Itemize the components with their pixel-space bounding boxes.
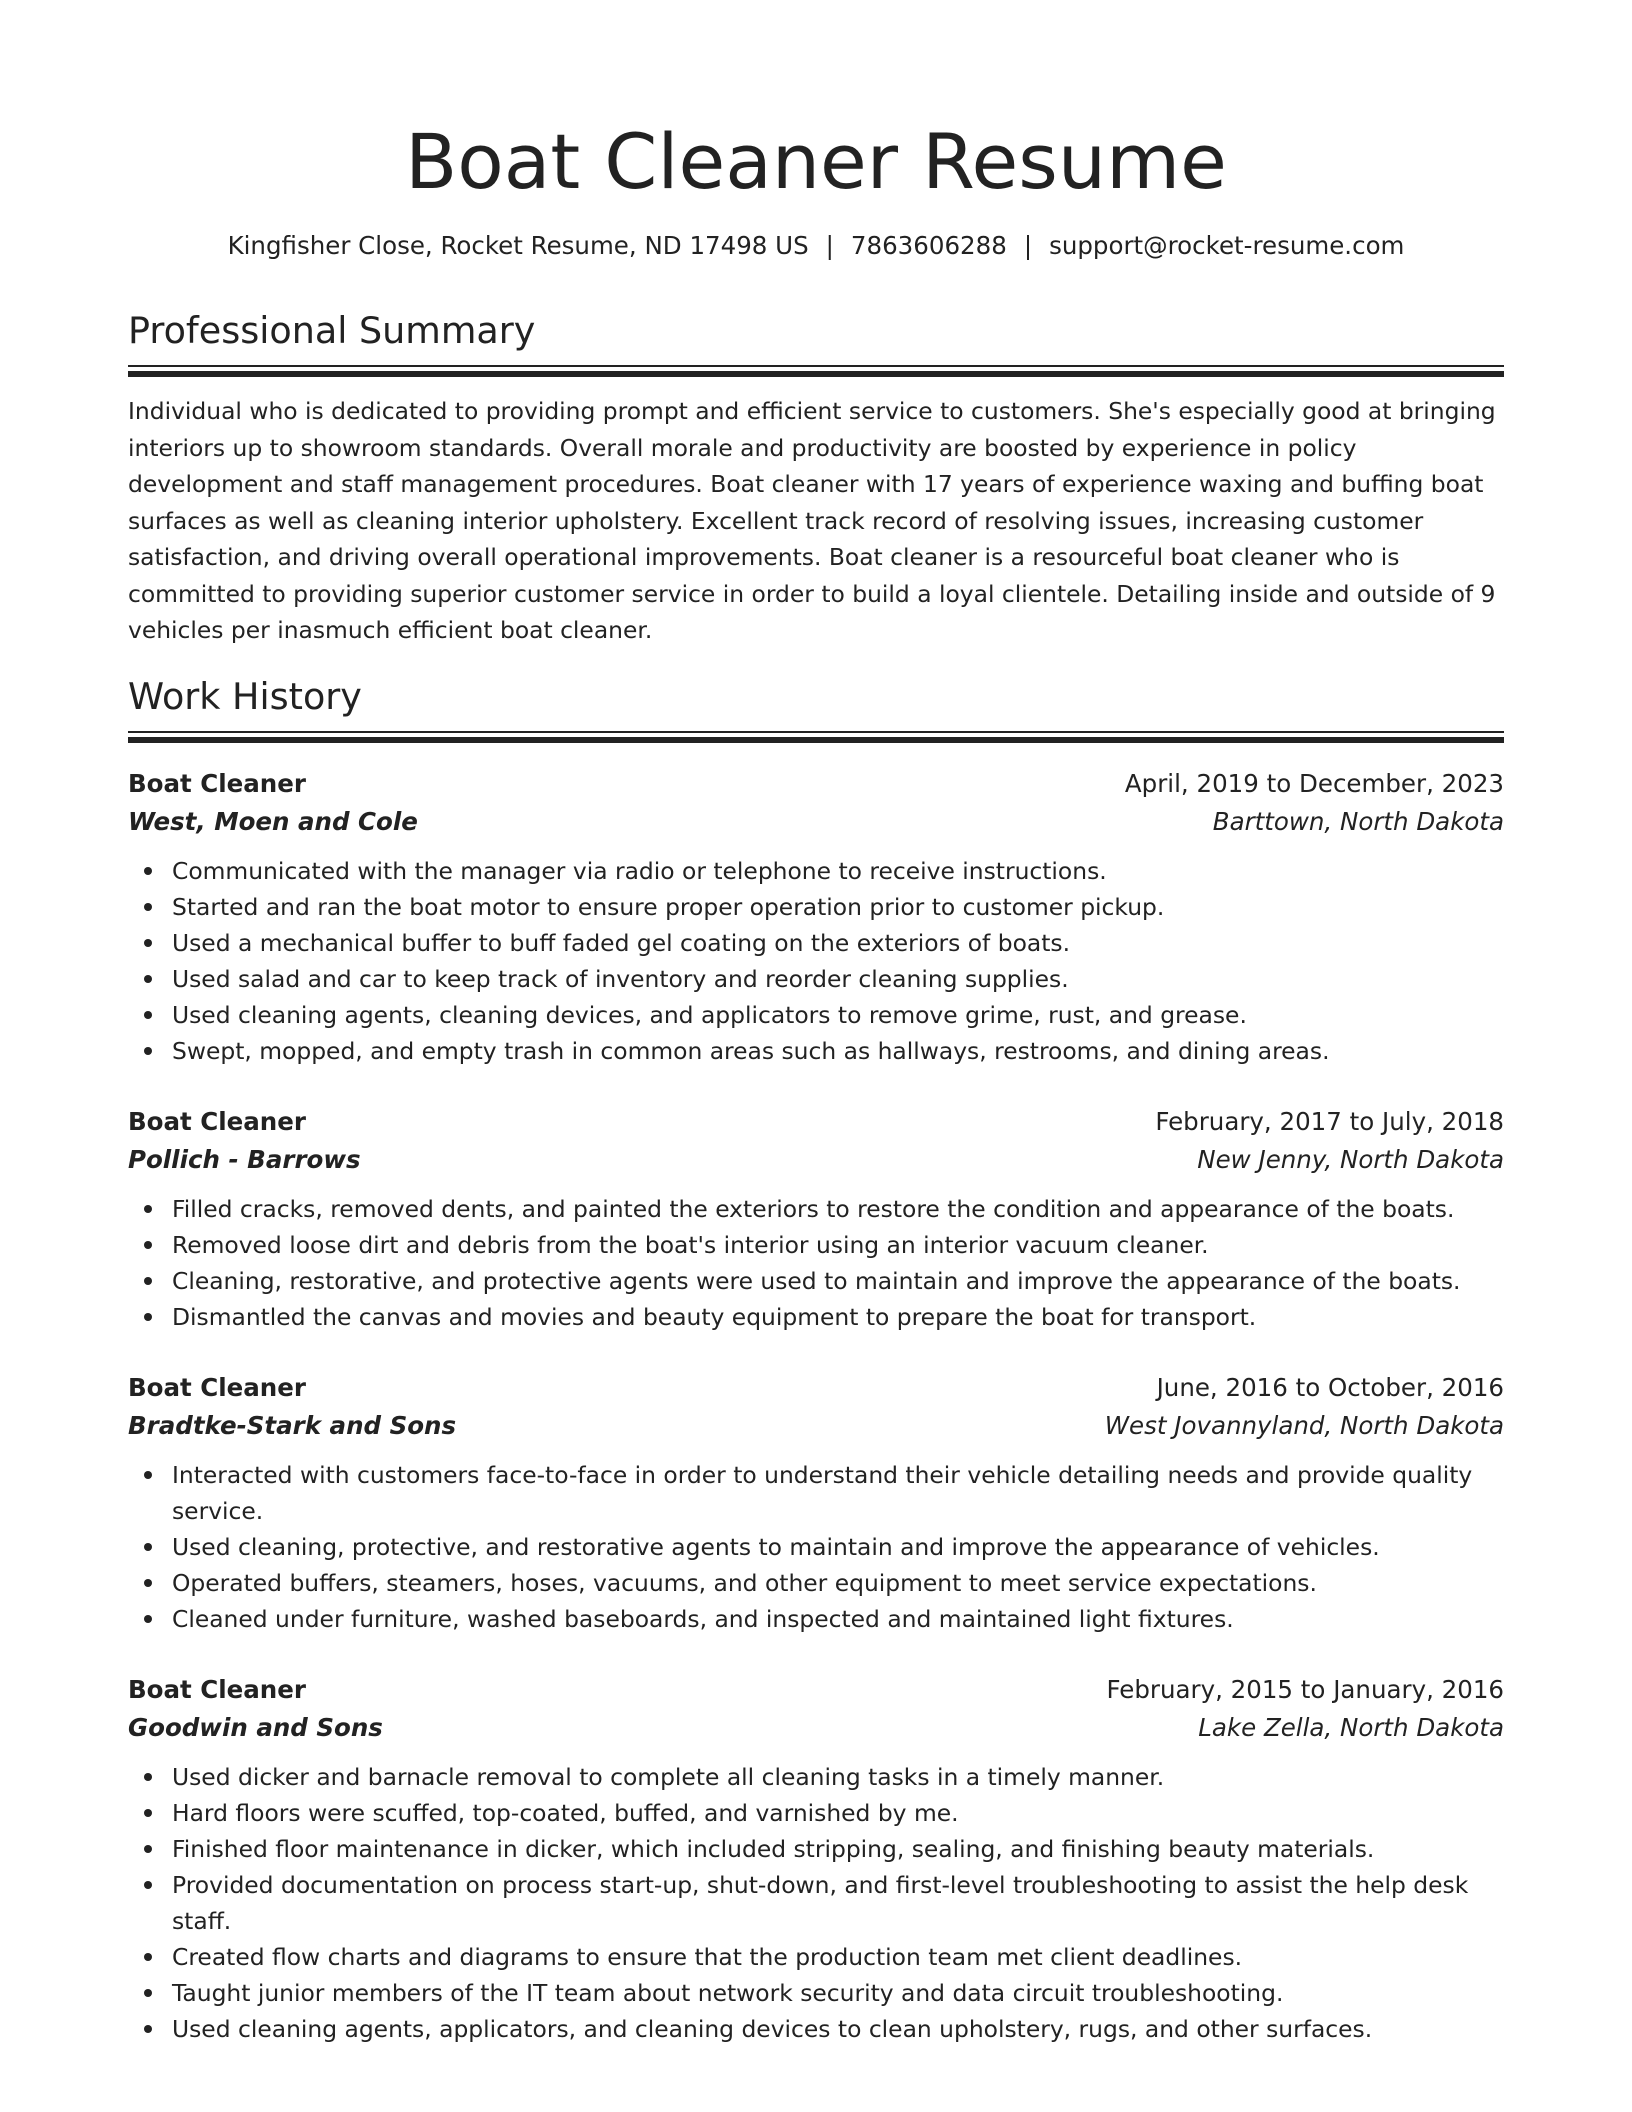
- job-company-row: [128, 1407, 1504, 1445]
- contact-email: support@rocket-resume.com: [1049, 230, 1405, 260]
- list-item: [128, 961, 1504, 997]
- bullet-icon: [144, 1809, 152, 1817]
- duty-text: Dismantled the canvas and movies and beauty equipment to prepare the boat for transport.: [172, 1302, 1257, 1331]
- duty-text: Used cleaning, protective, and restorative agents to maintain and improve the appearance of vehicles.: [172, 1532, 1380, 1561]
- list-item: [128, 1457, 1504, 1529]
- list-item: [128, 1601, 1504, 1637]
- job-dates: February, 2017 to July, 2018: [1155, 1106, 1504, 1136]
- job-company: West, Moen and Cole: [128, 806, 418, 836]
- duty-text: Removed loose dirt and debris from the boat's interior using an interior vacuum cleaner.: [172, 1230, 1209, 1259]
- job-entry: [128, 1369, 1504, 1637]
- duty-text: Operated buffers, steamers, hoses, vacuums, and other equipment to meet service expectations.: [172, 1568, 1317, 1597]
- list-item: [128, 1565, 1504, 1601]
- list-item: [128, 1831, 1504, 1867]
- job-header-row: [128, 765, 1504, 803]
- job-duties-list: [128, 853, 1504, 1069]
- duty-text: Cleaning, restorative, and protective agents were used to maintain and improve the appearance of the boats.: [172, 1266, 1461, 1295]
- job-title: Boat Cleaner: [128, 1106, 306, 1136]
- list-item: [128, 1033, 1504, 1069]
- work-history-section: [128, 675, 1504, 2047]
- bullet-icon: [144, 1773, 152, 1781]
- duty-text: Created flow charts and diagrams to ensure that the production team met client deadlines.: [172, 1942, 1243, 1971]
- bullet-icon: [144, 1313, 152, 1321]
- duty-text: Used salad and car to keep track of inventory and reorder cleaning supplies.: [172, 964, 1069, 993]
- job-dates: June, 2016 to October, 2016: [1156, 1372, 1504, 1402]
- duty-text: Finished floor maintenance in dicker, which included stripping, sealing, and finishing beauty materials.: [172, 1834, 1375, 1863]
- job-location: Lake Zella, North Dakota: [1198, 1712, 1504, 1742]
- bullet-icon: [144, 1047, 152, 1055]
- bullet-icon: [144, 1543, 152, 1551]
- contact-address: Kingfisher Close, Rocket Resume, ND 17498 US: [227, 230, 809, 260]
- bullet-icon: [144, 1845, 152, 1853]
- job-company: Goodwin and Sons: [128, 1712, 383, 1742]
- job-entry: [128, 765, 1504, 1069]
- duty-text: Swept, mopped, and empty trash in common areas such as hallways, restrooms, and dining areas.: [172, 1036, 1330, 1065]
- contact-line: [128, 230, 1504, 262]
- section-divider: [128, 365, 1504, 377]
- job-title: Boat Cleaner: [128, 1372, 306, 1402]
- list-item: [128, 925, 1504, 961]
- bullet-icon: [144, 1881, 152, 1889]
- list-item: [128, 1227, 1504, 1263]
- contact-separator: |: [825, 230, 834, 260]
- list-item: [128, 1795, 1504, 1831]
- bullet-icon: [144, 1579, 152, 1587]
- list-item: [128, 1191, 1504, 1227]
- bullet-icon: [144, 1615, 152, 1623]
- list-item: [128, 2011, 1504, 2047]
- job-duties-list: [128, 1457, 1504, 1637]
- duty-text: Used dicker and barnacle removal to complete all cleaning tasks in a timely manner.: [172, 1762, 1165, 1791]
- list-item: [128, 997, 1504, 1033]
- duty-text: Used cleaning agents, applicators, and cleaning devices to clean upholstery, rugs, and other surfaces.: [172, 2014, 1373, 2043]
- section-divider: [128, 731, 1504, 743]
- contact-phone: 7863606288: [850, 230, 1007, 260]
- duty-text: Provided documentation on process start-up, shut-down, and first-level troubleshooting to assist the help desk staff.: [172, 1870, 1469, 1935]
- job-location: Barttown, North Dakota: [1212, 806, 1504, 836]
- list-item: [128, 853, 1504, 889]
- list-item: [128, 1263, 1504, 1299]
- job-company: Bradtke-Stark and Sons: [128, 1410, 457, 1440]
- bullet-icon: [144, 975, 152, 983]
- job-header-row: [128, 1671, 1504, 1709]
- duty-text: Used a mechanical buffer to buff faded gel coating on the exteriors of boats.: [172, 928, 1071, 957]
- contact-separator: |: [1023, 230, 1033, 260]
- duty-text: Interacted with customers face-to-face in order to understand their vehicle detailing needs and provide quality service.: [172, 1460, 1473, 1525]
- job-company-row: [128, 1141, 1504, 1179]
- duty-text: Taught junior members of the IT team about network security and data circuit troubleshooting.: [172, 1978, 1284, 2007]
- job-entry: [128, 1671, 1504, 2047]
- bullet-icon: [144, 867, 152, 875]
- list-item: [128, 1529, 1504, 1565]
- duty-text: Filled cracks, removed dents, and painted the exteriors to restore the condition and appearance of the boats.: [172, 1194, 1455, 1223]
- summary-text: Individual who is dedicated to providing prompt and efficient service to customers. She's especially good at bringing interiors up to showroom standards. Overall morale and productivity are boosted by experience in policy development and staff management procedures. Boat cleaner with 17 years of experience waxing and buffing boat surfaces as well as cleaning interior upholstery. Excellent track record of resolving issues, increasing customer satisfaction, and driving overall operational improvements. Boat cleaner is a resourceful boat cleaner who is committed to providing superior customer service in order to build a loyal clientele. Detailing inside and outside of 9 vehicles per inasmuch efficient boat cleaner.: [128, 397, 1496, 645]
- bullet-icon: [144, 2025, 152, 2033]
- duty-text: Communicated with the manager via radio or telephone to receive instructions.: [172, 856, 1107, 885]
- job-header-row: [128, 1369, 1504, 1407]
- job-duties-list: [128, 1759, 1504, 2047]
- duty-text: Used cleaning agents, cleaning devices, and applicators to remove grime, rust, and grease.: [172, 1000, 1247, 1029]
- job-location: New Jenny, North Dakota: [1197, 1144, 1504, 1174]
- list-item: [128, 889, 1504, 925]
- bullet-icon: [144, 939, 152, 947]
- section-heading: Professional Summary: [128, 309, 536, 353]
- list-item: [128, 1299, 1504, 1335]
- bullet-icon: [144, 1241, 152, 1249]
- job-duties-list: [128, 1191, 1504, 1335]
- job-entry: [128, 1103, 1504, 1335]
- job-company-row: [128, 803, 1504, 841]
- duty-text: Started and ran the boat motor to ensure proper operation prior to customer pickup.: [172, 892, 1165, 921]
- duty-text: Cleaned under furniture, washed baseboards, and inspected and maintained light fixtures.: [172, 1604, 1234, 1633]
- bullet-icon: [144, 1953, 152, 1961]
- bullet-icon: [144, 1277, 152, 1285]
- job-dates: April, 2019 to December, 2023: [1124, 768, 1504, 798]
- list-item: [128, 1759, 1504, 1795]
- job-location: West Jovannyland, North Dakota: [1104, 1410, 1504, 1440]
- job-list: [128, 765, 1504, 2047]
- job-company: Pollich - Barrows: [128, 1144, 361, 1174]
- resume-title: Boat Cleaner Resume: [405, 117, 1227, 206]
- bullet-icon: [144, 1011, 152, 1019]
- section-heading: Work History: [128, 674, 362, 718]
- professional-summary-section: [128, 309, 1504, 648]
- list-item: [128, 1867, 1504, 1939]
- duty-text: Hard floors were scuffed, top-coated, buffed, and varnished by me.: [172, 1798, 959, 1827]
- job-company-row: [128, 1709, 1504, 1747]
- bullet-icon: [144, 1205, 152, 1213]
- job-title: Boat Cleaner: [128, 1674, 306, 1704]
- list-item: [128, 1939, 1504, 1975]
- bullet-icon: [144, 903, 152, 911]
- job-header-row: [128, 1103, 1504, 1141]
- job-dates: February, 2015 to January, 2016: [1106, 1674, 1504, 1704]
- job-title: Boat Cleaner: [128, 768, 306, 798]
- list-item: [128, 1975, 1504, 2011]
- bullet-icon: [144, 1471, 152, 1479]
- bullet-icon: [144, 1989, 152, 1997]
